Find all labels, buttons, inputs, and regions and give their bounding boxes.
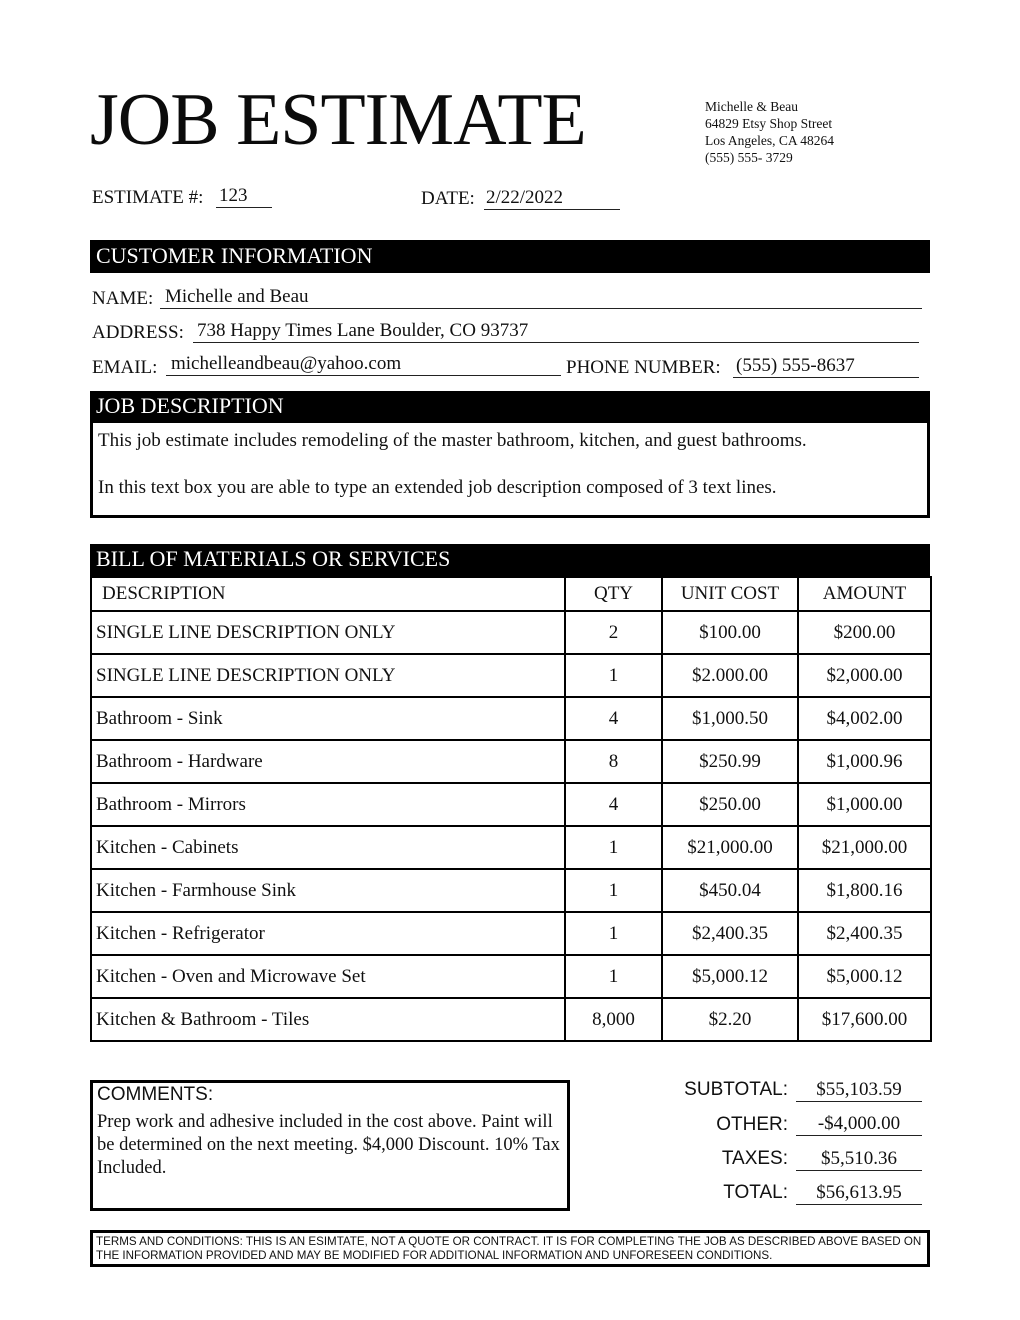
row-unit-cost[interactable]: $250.99 (662, 740, 798, 783)
row-unit-cost[interactable]: $21,000.00 (662, 826, 798, 869)
date-field[interactable]: 2/22/2022 (484, 187, 620, 210)
row-unit-cost[interactable]: $1,000.50 (662, 697, 798, 740)
table-row (91, 998, 931, 1041)
column-header-description: DESCRIPTION (91, 577, 565, 611)
name-label: NAME: (92, 288, 154, 309)
email-label: EMAIL: (92, 357, 158, 378)
job-description-box[interactable] (90, 422, 930, 518)
total-field[interactable]: $56,613.95 (796, 1182, 922, 1205)
job-description-line-2: In this text box you are able to type an extended job description composed of 3 text lines. (98, 477, 777, 498)
company-phone: (555) 555- 3729 (705, 150, 793, 165)
customer-phone-field[interactable]: (555) 555-8637 (733, 355, 919, 378)
terms-and-conditions: TERMS AND CONDITIONS: THIS IS AN ESIMTATE, NOT A QUOTE OR CONTRACT. IT IS FOR COMPLETING THE JOB AS DESCRIBED ABOVE BASED ON THE INFORMATION PROVIDED AND MAY BE MODIFIED FOR ADDITIONAL INFORMATION AND UNFORESEEN CONDITIONS. (90, 1230, 930, 1267)
phone-label: PHONE NUMBER: (566, 357, 721, 378)
row-qty[interactable]: 1 (565, 869, 662, 912)
comments-text: Prep work and adhesive included in the cost above. Paint will be determined on the next meeting. $4,000 Discount. 10% Tax Included. (97, 1112, 560, 1178)
taxes-label: TAXES: (721, 1148, 788, 1169)
taxes-field[interactable]: $5,510.36 (796, 1148, 922, 1171)
page-title: JOB ESTIMATE (90, 79, 586, 161)
customer-name-field[interactable]: Michelle and Beau (160, 286, 922, 309)
address-label: ADDRESS: (92, 322, 184, 343)
row-amount[interactable]: $17,600.00 (798, 998, 931, 1041)
row-amount[interactable]: $1,800.16 (798, 869, 931, 912)
total-label: TOTAL: (723, 1182, 788, 1203)
row-unit-cost[interactable]: $2.000.00 (662, 654, 798, 697)
row-unit-cost[interactable]: $250.00 (662, 783, 798, 826)
row-amount[interactable]: $2,000.00 (798, 654, 931, 697)
row-description[interactable]: Bathroom - Sink (91, 697, 565, 740)
other-field[interactable]: -$4,000.00 (796, 1113, 922, 1136)
row-description[interactable]: Kitchen & Bathroom - Tiles (91, 998, 565, 1041)
table-row (91, 654, 931, 697)
row-description[interactable]: SINGLE LINE DESCRIPTION ONLY (91, 654, 565, 697)
subtotal-field[interactable]: $55,103.59 (796, 1079, 922, 1102)
row-amount[interactable]: $200.00 (798, 611, 931, 654)
table-row (91, 826, 931, 869)
table-row (91, 955, 931, 998)
row-description[interactable]: Bathroom - Hardware (91, 740, 565, 783)
customer-address-field[interactable]: 738 Happy Times Lane Boulder, CO 93737 (193, 320, 919, 343)
row-qty[interactable]: 1 (565, 955, 662, 998)
company-street: 64829 Etsy Shop Street (705, 116, 833, 131)
estimate-number-field[interactable]: 123 (216, 185, 272, 208)
table-row (91, 912, 931, 955)
row-amount[interactable]: $21,000.00 (798, 826, 931, 869)
row-qty[interactable]: 1 (565, 826, 662, 869)
company-info (705, 98, 834, 166)
row-description[interactable]: Kitchen - Cabinets (91, 826, 565, 869)
table-row (91, 740, 931, 783)
table-row (91, 697, 931, 740)
bill-of-materials-table (90, 576, 932, 1042)
bill-of-materials-header: BILL OF MATERIALS OR SERVICES (90, 544, 930, 577)
column-header-qty: QTY (565, 577, 662, 611)
row-qty[interactable]: 8 (565, 740, 662, 783)
column-header-amount: AMOUNT (798, 577, 931, 611)
column-header-unit-cost: UNIT COST (662, 577, 798, 611)
row-amount[interactable]: $2,400.35 (798, 912, 931, 955)
estimate-number-label: ESTIMATE #: (92, 187, 204, 208)
job-description-header: JOB DESCRIPTION (90, 391, 930, 423)
row-unit-cost[interactable]: $5,000.12 (662, 955, 798, 998)
table-row (91, 783, 931, 826)
row-qty[interactable]: 1 (565, 912, 662, 955)
table-row (91, 611, 931, 654)
job-description-line-1: This job estimate includes remodeling of the master bathroom, kitchen, and guest bathrooms. (98, 430, 807, 451)
row-amount[interactable]: $1,000.96 (798, 740, 931, 783)
row-qty[interactable]: 4 (565, 783, 662, 826)
date-label: DATE: (421, 188, 475, 209)
company-city: Los Angeles, CA 48264 (705, 133, 835, 148)
row-qty[interactable]: 8,000 (565, 998, 662, 1041)
comments-label: COMMENTS: (97, 1084, 214, 1105)
company-name: Michelle & Beau (705, 99, 798, 114)
row-qty[interactable]: 1 (565, 654, 662, 697)
customer-info-header: CUSTOMER INFORMATION (90, 240, 930, 273)
other-label: OTHER: (716, 1114, 788, 1135)
row-amount[interactable]: $5,000.12 (798, 955, 931, 998)
row-unit-cost[interactable]: $2,400.35 (662, 912, 798, 955)
table-header-row (91, 577, 931, 611)
row-unit-cost[interactable]: $2.20 (662, 998, 798, 1041)
row-qty[interactable]: 2 (565, 611, 662, 654)
row-description[interactable]: Kitchen - Farmhouse Sink (91, 869, 565, 912)
row-description[interactable]: Kitchen - Refrigerator (91, 912, 565, 955)
customer-email-field[interactable]: michelleandbeau@yahoo.com (166, 353, 561, 376)
subtotal-label: SUBTOTAL: (684, 1079, 788, 1100)
comments-box[interactable] (90, 1080, 570, 1211)
row-description[interactable]: Kitchen - Oven and Microwave Set (91, 955, 565, 998)
row-unit-cost[interactable]: $100.00 (662, 611, 798, 654)
table-row (91, 869, 931, 912)
row-description[interactable]: SINGLE LINE DESCRIPTION ONLY (91, 611, 565, 654)
row-unit-cost[interactable]: $450.04 (662, 869, 798, 912)
row-description[interactable]: Bathroom - Mirrors (91, 783, 565, 826)
row-amount[interactable]: $4,002.00 (798, 697, 931, 740)
row-qty[interactable]: 4 (565, 697, 662, 740)
row-amount[interactable]: $1,000.00 (798, 783, 931, 826)
